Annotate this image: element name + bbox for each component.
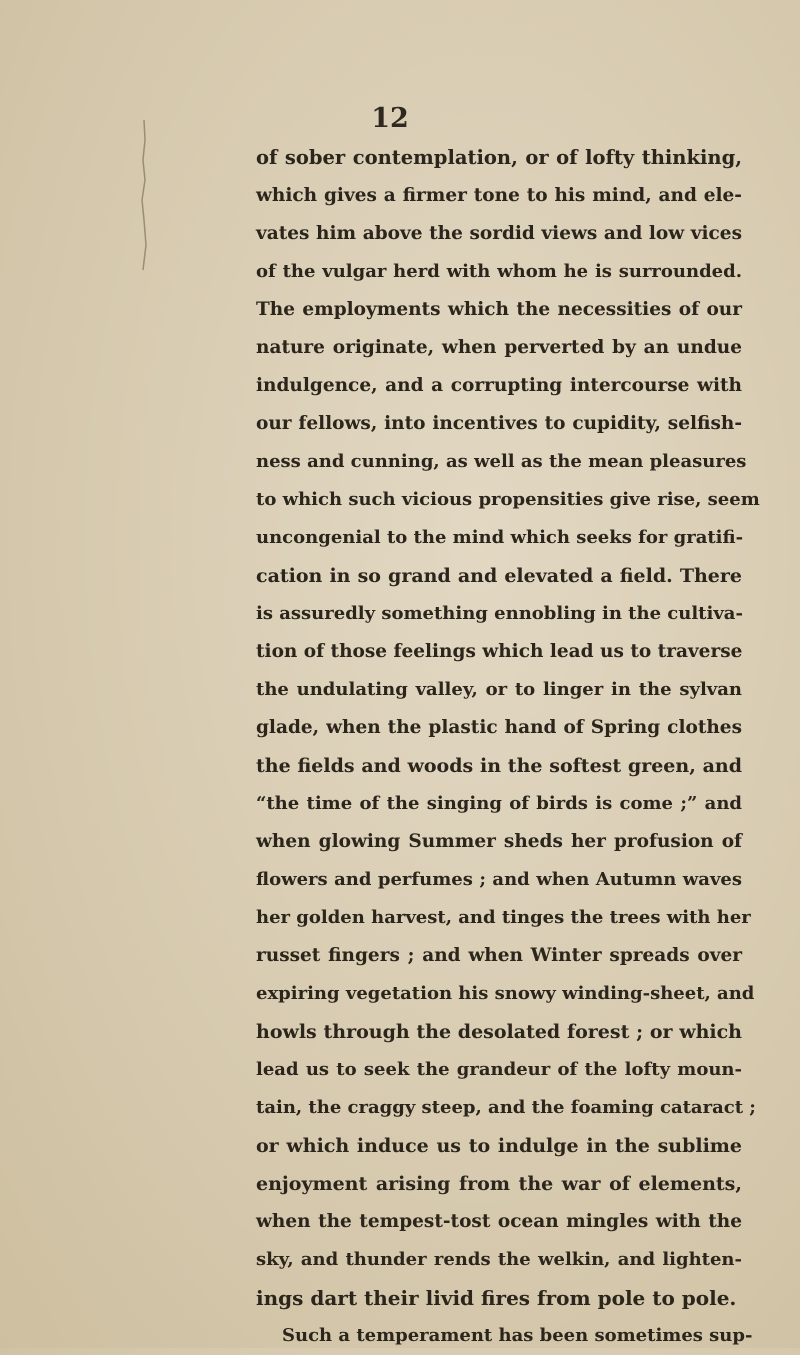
text-line: howls through the desolated forest ; or which bbox=[256, 1021, 742, 1043]
text-line: tain, the craggy steep, and the foaming cataract ; bbox=[256, 1097, 756, 1118]
text-line: to which such vicious propensities give rise, seem bbox=[256, 489, 760, 510]
text-line: russet fingers ; and when Winter spreads over bbox=[256, 945, 742, 966]
text-line: of the vulgar herd with whom he is surrounded. bbox=[256, 261, 742, 282]
text-line: the fields and woods in the softest green, and bbox=[256, 755, 742, 777]
text-line: lead us to seek the grandeur of the lofty moun- bbox=[256, 1059, 742, 1080]
text-line: when glowing Summer sheds her profusion of bbox=[256, 831, 742, 852]
text-line: indulgence, and a corrupting intercourse with bbox=[256, 375, 742, 396]
text-line: cation in so grand and elevated a field. There bbox=[256, 565, 742, 587]
text-line: when the tempest-tost ocean mingles with the bbox=[256, 1211, 742, 1232]
text-line: flowers and perfumes ; and when Autumn waves bbox=[256, 869, 742, 890]
text-line: ness and cunning, as well as the mean pleasures bbox=[256, 451, 747, 472]
text-line: is assuredly something ennobling in the cultiva- bbox=[256, 603, 743, 624]
text-line: of sober contemplation, or of lofty thinking, bbox=[256, 146, 742, 169]
page-number: 12 bbox=[371, 103, 409, 134]
text-line: nature originate, when perverted by an undue bbox=[256, 337, 742, 358]
text-line: sky, and thunder rends the welkin, and lighten- bbox=[256, 1249, 742, 1270]
text-line: uncongenial to the mind which seeks for gratifi- bbox=[256, 527, 744, 548]
text-line: or which induce us to indulge in the sublime bbox=[256, 1135, 742, 1157]
text-line: expiring vegetation his snowy winding-sheet, and bbox=[256, 983, 755, 1004]
text-line: “the time of the singing of birds is come ;” and bbox=[256, 793, 742, 814]
text-line: enjoyment arising from the war of elements, bbox=[256, 1173, 742, 1195]
text-line: her golden harvest, and tinges the trees with her bbox=[256, 907, 751, 928]
text-line: vates him above the sordid views and low vices bbox=[256, 223, 742, 244]
text-line: Such a temperament has been sometimes sup- bbox=[282, 1325, 753, 1346]
body-text bbox=[256, 139, 760, 1355]
binding-shadow-mark bbox=[136, 120, 152, 280]
text-line: the undulating valley, or to linger in the sylvan bbox=[256, 679, 742, 700]
text-line: tion of those feelings which lead us to traverse bbox=[256, 641, 743, 662]
text-line: our fellows, into incentives to cupidity, selfish- bbox=[256, 413, 742, 434]
text-line: glade, when the plastic hand of Spring clothes bbox=[256, 717, 742, 738]
text-line: ings dart their livid fires from pole to pole. bbox=[256, 1286, 737, 1310]
text-line: which gives a firmer tone to his mind, and ele- bbox=[256, 185, 742, 206]
text-line: The employments which the necessities of our bbox=[256, 299, 742, 320]
